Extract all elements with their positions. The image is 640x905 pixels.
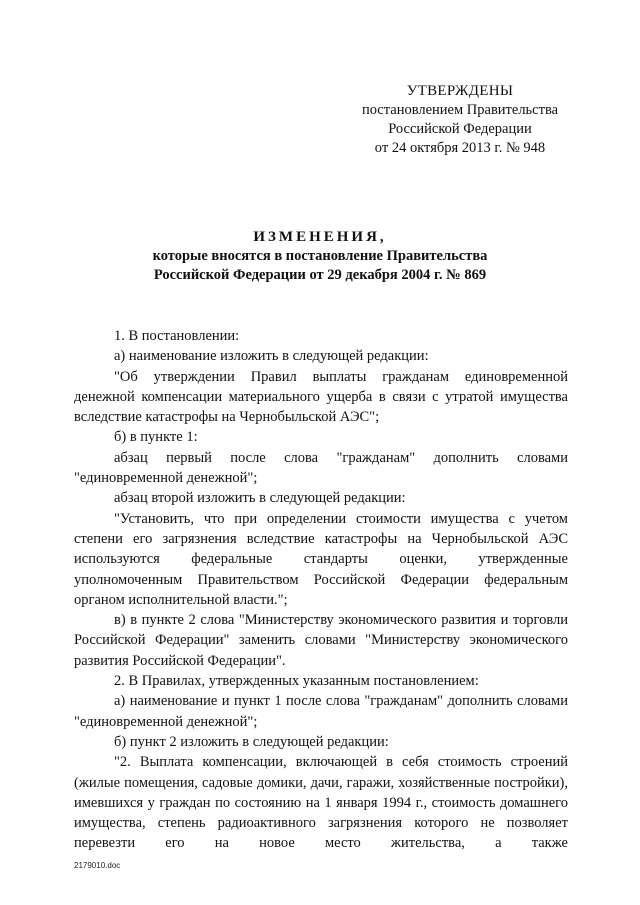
title-heading: ИЗМЕНЕНИЯ,: [253, 229, 387, 245]
paragraph: а) наименование и пункт 1 после слова "гражданам" дополнить словами "единовременной денежной";: [74, 693, 568, 730]
paragraph: а) наименование изложить в следующей редакции:: [114, 348, 429, 365]
approval-line: постановлением Правительства: [361, 102, 559, 118]
paragraph: абзац второй изложить в следующей редакции:: [114, 490, 406, 507]
approval-line: Российской Федерации: [388, 121, 532, 137]
file-name-footer: 2179010.doc: [74, 861, 121, 870]
paragraph: "Об утверждении Правил выплаты гражданам единовременной денежной компенсации материального ущерба в связи с утратой имущества вследствие катастрофы на Чернобыльской АЭС";: [74, 368, 568, 426]
approval-heading: УТВЕРЖДЕНЫ: [406, 83, 514, 99]
paragraph: 2. В Правилах, утвержденных указанным постановлением:: [114, 673, 479, 690]
paragraph: "2. Выплата компенсации, включающей в себя стоимость строений (жилые помещения, садовые домики, дачи, гаражи, хозяйственные постройки), имевшихся у граждан по состоянию на 1 января 1994 г., стоимость домашнего имущества, степень радиоактивного загрязнения которого не позволяет перевезти его на новое место жительства, а также: [74, 754, 568, 852]
paragraph: абзац первый после слова "гражданам" дополнить словами "единовременной денежной";: [74, 449, 568, 487]
paragraph: б) в пункте 1:: [114, 429, 198, 446]
document-body: [74, 326, 568, 854]
paragraph: в) в пункте 2 слова "Министерству экономического развития и торговли Российской Федерации" заменить словами "Министерству экономического развития Российской Федерации".: [74, 612, 568, 669]
paragraph: 1. В постановлении:: [114, 328, 240, 344]
title-subheading: Российской Федерации от 29 декабря 2004 г. № 869: [153, 267, 487, 283]
document-title: [80, 228, 560, 285]
approval-date-number: от 24 октября 2013 г. № 948: [374, 140, 546, 156]
approval-stamp: [340, 82, 580, 158]
title-subheading: которые вносятся в постановление Правительства: [152, 248, 488, 264]
paragraph: "Установить, что при определении стоимости имущества с учетом степени его загрязнения вследствие катастрофы на Чернобыльской АЭС используются федеральные стандарты оценки, утвержденные уполномоченным Правительством Российской Федерации федеральным органом исполнительной власти.";: [74, 510, 568, 608]
paragraph: б) пункт 2 изложить в следующей редакции:: [114, 733, 389, 750]
